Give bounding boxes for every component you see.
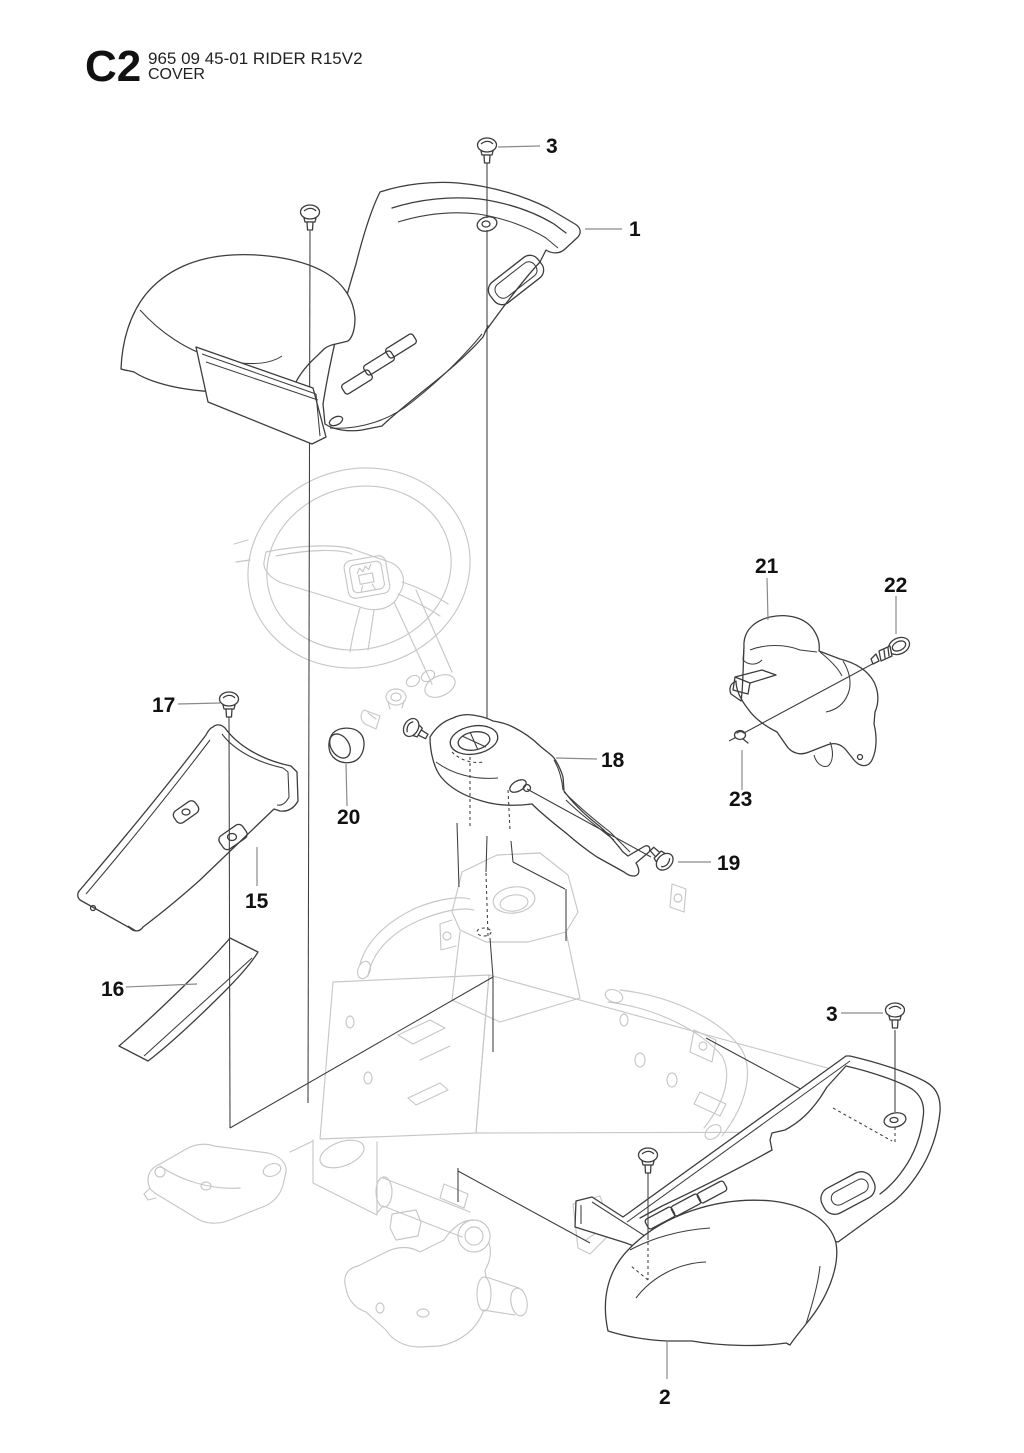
chassis-steering-tower xyxy=(440,853,686,1022)
callout-label-2: 2 xyxy=(659,1386,671,1409)
part-19-screw xyxy=(645,842,676,873)
part-3-screw-top-right xyxy=(478,138,497,163)
husqvarna-crown-logo xyxy=(343,555,391,600)
callout-leader-17 xyxy=(178,703,220,704)
part-21-cover xyxy=(730,616,878,767)
callout-leader-18 xyxy=(556,758,597,759)
callout-label-3: 3 xyxy=(546,135,558,158)
callout-label-20: 20 xyxy=(337,806,361,829)
chassis-left-arm xyxy=(144,1144,286,1223)
callout-label-21: 21 xyxy=(755,555,779,578)
part-1-rear-cover xyxy=(121,182,580,1103)
part-18-console-cover xyxy=(430,715,651,876)
chassis-bottom-arm xyxy=(345,1220,530,1347)
callout-label-19: 19 xyxy=(717,852,741,875)
section-code: C2 xyxy=(85,42,142,91)
part-3-screw-bottom-left xyxy=(639,1148,658,1173)
part-2-front-cover xyxy=(575,1056,940,1345)
callout-leader-3 xyxy=(498,146,540,147)
steering-wheel xyxy=(224,442,494,702)
callout-label-18: 18 xyxy=(601,749,625,772)
part-17-screw xyxy=(220,692,239,717)
part-3-screw-bottom-right xyxy=(886,1003,905,1028)
callout-label-3: 3 xyxy=(826,1003,838,1026)
callout-label-22: 22 xyxy=(884,574,908,597)
section-subtitle: COVER xyxy=(148,66,205,83)
model-title: 965 09 45-01 RIDER R15V2 xyxy=(148,49,363,68)
part-22-key-ring xyxy=(871,634,912,664)
part-16-trim-strip xyxy=(119,938,258,1061)
callout-label-17: 17 xyxy=(152,694,176,717)
chassis-seat-plate xyxy=(320,975,489,1139)
callout-leader-20 xyxy=(346,764,347,806)
screw-console-left xyxy=(400,716,431,745)
callout-label-23: 23 xyxy=(729,788,753,811)
callout-leader-21 xyxy=(767,578,768,620)
callout-label-16: 16 xyxy=(101,978,125,1001)
part-20-cap xyxy=(325,728,364,763)
callout-label-1: 1 xyxy=(629,218,641,241)
chassis-rear-handle xyxy=(603,987,747,1142)
callout-label-15: 15 xyxy=(245,890,269,913)
part-3-screw-top-left xyxy=(301,205,320,230)
